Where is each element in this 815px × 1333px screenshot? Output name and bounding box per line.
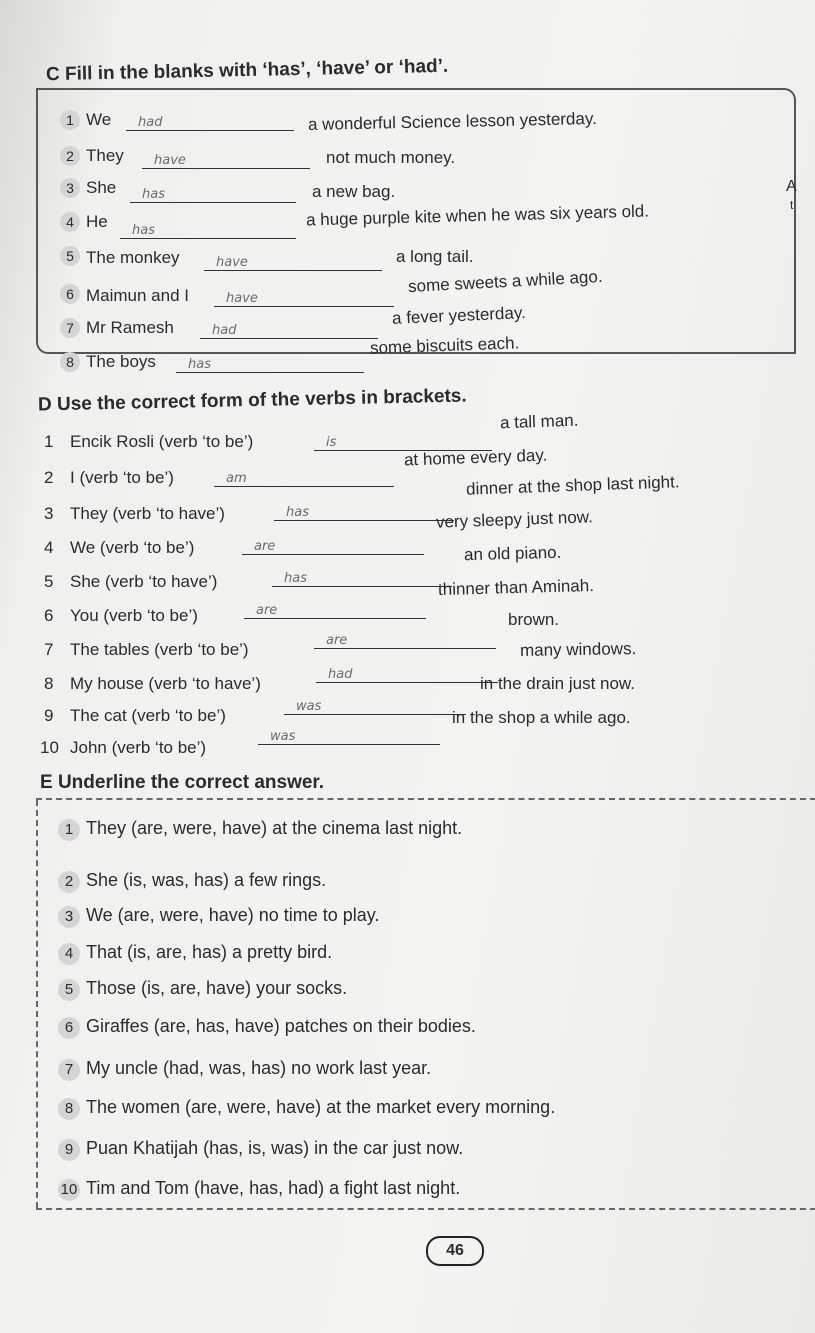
item-number: 3 xyxy=(44,504,54,523)
item-number: 5 xyxy=(44,572,54,591)
answer-blank[interactable] xyxy=(130,184,296,203)
dashed-border-bottom xyxy=(36,1208,815,1210)
number-badge: 8 xyxy=(60,352,80,372)
item-text: dinner at the shop last night. xyxy=(465,472,680,499)
answer-blank[interactable] xyxy=(176,354,364,373)
handwritten-answer: has xyxy=(142,187,165,202)
item-text: They (are, were, have) at the cinema last night. xyxy=(86,818,463,838)
handwritten-answer: have xyxy=(226,291,258,306)
section-e-item xyxy=(58,1138,463,1161)
answer-blank[interactable] xyxy=(314,630,496,649)
handwritten-answer: am xyxy=(226,471,247,486)
item-number: 9 xyxy=(44,706,54,725)
item-text: a wonderful Science lesson yesterday. xyxy=(307,108,598,135)
item-subject: They xyxy=(86,146,124,165)
item-subject: They (verb ‘to have’) xyxy=(70,504,225,523)
handwritten-answer: has xyxy=(188,357,211,372)
section-e-item xyxy=(58,1016,476,1039)
item-subject: You (verb ‘to be’) xyxy=(70,606,198,625)
number-badge: 2 xyxy=(58,871,80,893)
item-text: The women (are, were, have) at the market every morning. xyxy=(86,1097,556,1117)
item-text: thinner than Aminah. xyxy=(437,575,595,600)
section-e-item xyxy=(58,818,462,841)
number-badge: 5 xyxy=(60,246,80,266)
item-text: a tall man. xyxy=(499,410,579,433)
item-subject: Encik Rosli (verb ‘to be’) xyxy=(70,432,254,451)
number-badge: 7 xyxy=(58,1059,80,1081)
number-badge: 2 xyxy=(60,146,80,166)
handwritten-answer: are xyxy=(256,603,278,618)
number-badge: 1 xyxy=(60,110,80,130)
dashed-border-left xyxy=(36,800,38,1208)
item-subject: Mr Ramesh xyxy=(86,318,174,337)
item-subject: She (verb ‘to have’) xyxy=(70,572,218,591)
edge-text-b: t xyxy=(790,198,794,212)
item-text: Puan Khatijah (has, is, was) in the car just now. xyxy=(86,1138,464,1158)
item-text: not much money. xyxy=(326,148,456,167)
page-number: 46 xyxy=(426,1236,484,1266)
edge-text-a: A xyxy=(786,178,797,195)
number-badge: 3 xyxy=(58,906,80,928)
handwritten-answer: is xyxy=(326,435,337,450)
item-number: 1 xyxy=(44,432,54,451)
item-text: some sweets a while ago. xyxy=(407,266,603,297)
handwritten-answer: are xyxy=(326,633,348,648)
answer-blank[interactable] xyxy=(200,320,378,339)
item-text: at home every day. xyxy=(403,445,548,470)
item-text: very sleepy just now. xyxy=(435,507,594,532)
section-e-item xyxy=(58,1097,555,1120)
item-subject: The monkey xyxy=(86,248,180,267)
item-text: Tim and Tom (have, has, had) a fight last night. xyxy=(86,1178,461,1198)
number-badge: 6 xyxy=(60,284,80,304)
section-e-item xyxy=(58,870,326,893)
item-text: a fever yesterday. xyxy=(391,303,527,328)
handwritten-answer: has xyxy=(132,223,155,238)
handwritten-answer: was xyxy=(270,729,296,744)
section-e-title: E Underline the correct answer. xyxy=(40,772,325,793)
item-text: Those (is, are, have) your socks. xyxy=(86,978,348,998)
item-number: 6 xyxy=(44,606,54,625)
section-e-item xyxy=(58,1178,460,1201)
section-e-item xyxy=(58,905,379,928)
item-number: 7 xyxy=(44,640,54,659)
item-subject: The cat (verb ‘to be’) xyxy=(70,706,226,725)
answer-blank[interactable] xyxy=(284,696,466,715)
item-text: Giraffes (are, has, have) patches on their bodies. xyxy=(86,1016,476,1036)
handwritten-answer: had xyxy=(328,667,353,682)
section-e-item xyxy=(58,942,332,965)
answer-blank[interactable] xyxy=(316,664,498,683)
item-subject: The tables (verb ‘to be’) xyxy=(70,640,249,659)
item-subject: He xyxy=(86,212,108,231)
answer-blank[interactable] xyxy=(204,252,382,271)
number-badge: 10 xyxy=(58,1179,80,1201)
number-badge: 3 xyxy=(60,178,80,198)
answer-blank[interactable] xyxy=(126,112,294,131)
item-text: many windows. xyxy=(519,638,637,661)
handwritten-answer: have xyxy=(154,153,186,168)
item-number: 2 xyxy=(44,468,54,487)
answer-blank[interactable] xyxy=(120,220,296,239)
section-c-title: C Fill in the blanks with ‘has’, ‘have’ or ‘had’. xyxy=(45,55,449,86)
answer-blank[interactable] xyxy=(242,536,424,555)
item-text: an old piano. xyxy=(463,542,562,565)
number-badge: 9 xyxy=(58,1139,80,1161)
handwritten-answer: are xyxy=(254,539,276,554)
section-e-item xyxy=(58,1058,431,1081)
item-number: 10 xyxy=(40,738,59,757)
number-badge: 1 xyxy=(58,819,80,841)
item-text: a huge purple kite when he was six years old. xyxy=(305,201,650,230)
item-subject: The boys xyxy=(86,352,156,371)
number-badge: 8 xyxy=(58,1098,80,1120)
handwritten-answer: has xyxy=(286,505,309,520)
item-subject: I (verb ‘to be’) xyxy=(70,468,174,487)
item-text: We (are, were, have) no time to play. xyxy=(86,905,380,925)
item-subject: My house (verb ‘to have’) xyxy=(70,674,261,693)
handwritten-answer: had xyxy=(212,323,237,338)
number-badge: 7 xyxy=(60,318,80,338)
answer-blank[interactable] xyxy=(274,502,454,521)
handwritten-answer: has xyxy=(284,571,307,586)
dashed-border-top xyxy=(36,798,815,800)
item-number: 8 xyxy=(44,674,54,693)
item-text: a new bag. xyxy=(312,182,396,201)
item-subject: Maimun and I xyxy=(86,286,189,305)
handwritten-answer: had xyxy=(138,115,163,130)
number-badge: 4 xyxy=(58,943,80,965)
answer-blank[interactable] xyxy=(214,468,394,487)
number-badge: 4 xyxy=(60,212,80,232)
item-number: 4 xyxy=(44,538,54,557)
number-badge: 5 xyxy=(58,979,80,1001)
number-badge: 6 xyxy=(58,1017,80,1039)
answer-blank[interactable] xyxy=(272,568,452,587)
answer-blank[interactable] xyxy=(214,288,394,307)
item-text: in the drain just now. xyxy=(480,674,635,693)
item-text: brown. xyxy=(508,610,560,629)
section-e-item xyxy=(58,978,347,1001)
handwritten-answer: have xyxy=(216,255,248,270)
item-text: My uncle (had, was, has) no work last year. xyxy=(86,1058,432,1078)
item-subject: We (verb ‘to be’) xyxy=(70,538,195,557)
item-text: She (is, was, has) a few rings. xyxy=(86,870,327,890)
answer-blank[interactable] xyxy=(244,600,426,619)
handwritten-answer: was xyxy=(296,699,322,714)
item-text: some biscuits each. xyxy=(369,333,520,358)
section-d-title: D Use the correct form of the verbs in brackets. xyxy=(37,385,467,416)
answer-blank[interactable] xyxy=(142,150,310,169)
item-text: That (is, are, has) a pretty bird. xyxy=(86,942,333,962)
item-subject: John (verb ‘to be’) xyxy=(70,738,207,757)
item-text: in the shop a while ago. xyxy=(452,708,631,727)
answer-blank[interactable] xyxy=(258,726,440,745)
item-subject: We xyxy=(86,110,112,129)
item-text: a long tail. xyxy=(396,247,474,266)
item-subject: She xyxy=(86,178,117,197)
